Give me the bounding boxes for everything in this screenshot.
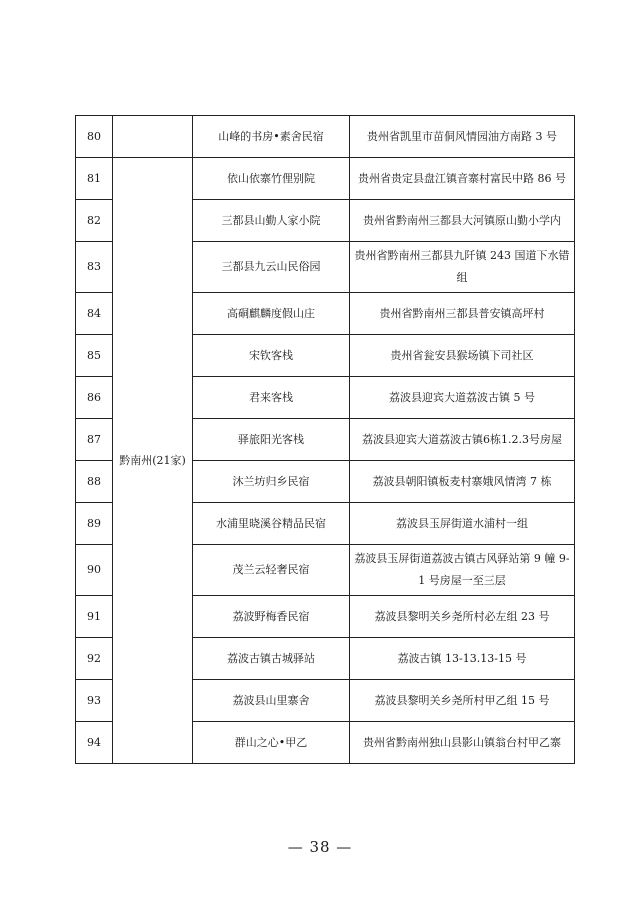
row-number: 84 — [76, 293, 113, 335]
row-number: 86 — [76, 377, 113, 419]
accommodation-name: 荔波古镇古城驿站 — [193, 638, 350, 680]
accommodation-name: 君来客栈 — [193, 377, 350, 419]
row-number: 81 — [76, 158, 113, 200]
accommodation-address: 贵州省黔南州三都县九阡镇 243 国道下水错组 — [350, 242, 575, 293]
row-number: 82 — [76, 200, 113, 242]
accommodation-address: 荔波县迎宾大道荔波古镇 5 号 — [350, 377, 575, 419]
region-cell: 黔南州(21家) — [113, 158, 193, 764]
accommodation-address: 贵州省黔南州三都县普安镇高坪村 — [350, 293, 575, 335]
accommodation-address: 贵州省瓮安县猴场镇下司社区 — [350, 335, 575, 377]
row-number: 91 — [76, 596, 113, 638]
region-cell-empty — [113, 116, 193, 158]
accommodation-name: 荔波野梅香民宿 — [193, 596, 350, 638]
accommodation-address: 荔波县黎明关乡尧所村甲乙组 15 号 — [350, 680, 575, 722]
accommodation-name: 水浦里晓溪谷精品民宿 — [193, 503, 350, 545]
accommodation-address: 荔波县黎明关乡尧所村必左组 23 号 — [350, 596, 575, 638]
row-number: 89 — [76, 503, 113, 545]
table-row — [76, 116, 575, 158]
page-number: — 38 — — [287, 838, 353, 856]
accommodation-address: 荔波县玉屏街道水浦村一组 — [350, 503, 575, 545]
row-number: 94 — [76, 722, 113, 764]
accommodation-name: 茂兰云轻奢民宿 — [193, 545, 350, 596]
accommodation-address: 贵州省凯里市苗侗风情园油方南路 3 号 — [350, 116, 575, 158]
accommodation-name: 高硐麒麟度假山庄 — [193, 293, 350, 335]
accommodation-name: 驿旅阳光客栈 — [193, 419, 350, 461]
row-number: 93 — [76, 680, 113, 722]
row-number: 85 — [76, 335, 113, 377]
accommodation-address: 荔波县玉屏街道荔波古镇古风驿站第 9 幢 9-1 号房屋一至三层 — [350, 545, 575, 596]
accommodation-address: 贵州省贵定县盘江镇音寨村富民中路 86 号 — [350, 158, 575, 200]
accommodation-name: 荔波县山里寨舍 — [193, 680, 350, 722]
row-number: 92 — [76, 638, 113, 680]
accommodation-address: 荔波古镇 13-13.13-15 号 — [350, 638, 575, 680]
accommodation-name: 三都县九云山民俗园 — [193, 242, 350, 293]
accommodation-address: 荔波县朝阳镇板麦村寨娥风情湾 7 栋 — [350, 461, 575, 503]
accommodation-table — [75, 115, 575, 764]
accommodation-name: 三都县山勤人家小院 — [193, 200, 350, 242]
accommodation-address: 贵州省黔南州独山县影山镇翁台村甲乙寨 — [350, 722, 575, 764]
accommodation-name: 宋钦客栈 — [193, 335, 350, 377]
row-number: 87 — [76, 419, 113, 461]
accommodation-address: 荔波县迎宾大道荔波古镇6栋1.2.3号房屋 — [350, 419, 575, 461]
accommodation-address: 贵州省黔南州三都县大河镇原山勤小学内 — [350, 200, 575, 242]
accommodation-name: 依山依寨竹俚别院 — [193, 158, 350, 200]
row-number: 83 — [76, 242, 113, 293]
row-number: 88 — [76, 461, 113, 503]
accommodation-name: 群山之心•甲乙 — [193, 722, 350, 764]
row-number: 80 — [76, 116, 113, 158]
accommodation-name: 沐兰坊归乡民宿 — [193, 461, 350, 503]
table-row — [76, 158, 575, 200]
row-number: 90 — [76, 545, 113, 596]
accommodation-name: 山峰的书房•素舍民宿 — [193, 116, 350, 158]
